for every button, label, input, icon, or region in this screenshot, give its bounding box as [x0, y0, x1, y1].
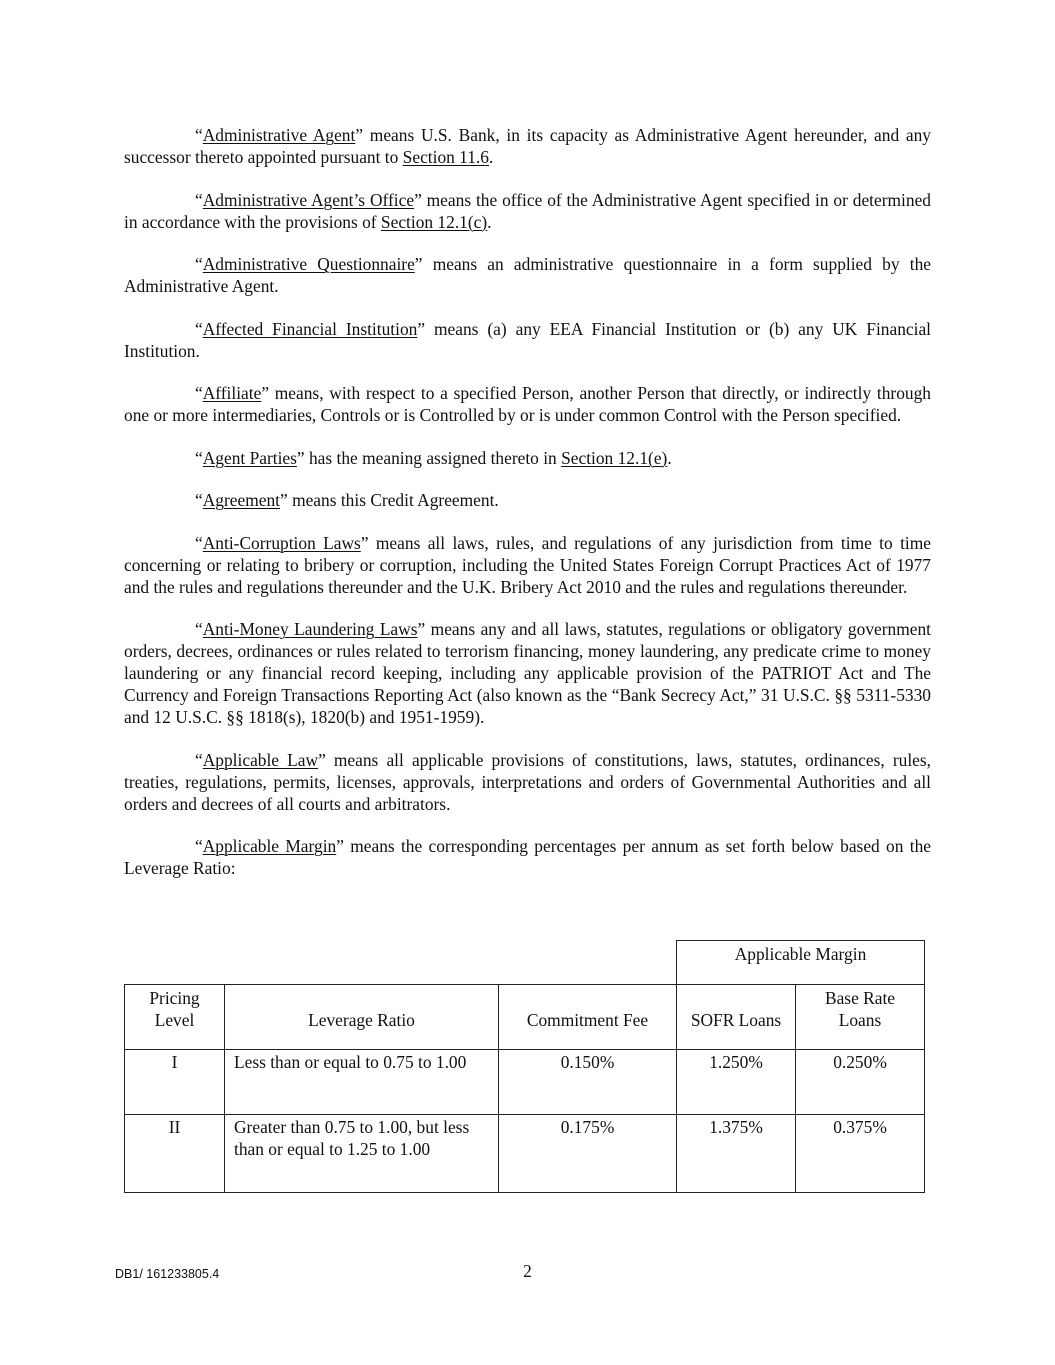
header-leverage-ratio: Leverage Ratio	[225, 985, 499, 1050]
header-commitment-fee: Commitment Fee	[499, 985, 677, 1050]
document-id: DB1/ 161233805.4	[115, 1267, 220, 1281]
cell-level: II	[125, 1115, 225, 1193]
cell-sofr: 1.250%	[677, 1050, 796, 1115]
defined-term: Anti-Money Laundering Laws	[202, 619, 418, 639]
definition-paragraph: “Affiliate” means, with respect to a specified Person, another Person that directly, or indirectly through one or more intermediaries, Controls or is Controlled by or is under common Control with the Person specified.	[124, 383, 931, 425]
defined-term: Applicable Law	[202, 749, 319, 770]
definition-paragraph: “Applicable Law” means all applicable provisions of constitutions, laws, statutes, ordinances, rules, treaties, regulations, permits, licenses, approvals, interpretations and orders of Governmental Authorities and all orders and decrees of all courts and arbitrators.	[124, 749, 932, 814]
definition-paragraph: “Agreement” means this Credit Agreement.	[195, 490, 499, 510]
cell-ratio: Less than or equal to 0.75 to 1.00	[225, 1050, 499, 1115]
table-row	[125, 1115, 925, 1193]
defined-term: Agent Parties	[202, 447, 297, 468]
section-reference: Section 11.6	[402, 147, 489, 167]
definition-paragraph: “Administrative Agent’s Office” means the office of the Administrative Agent specified in or determined in accordance with the provisions of Section 12.1(c).	[124, 189, 931, 232]
applicable-margin-group-header: Applicable Margin	[677, 941, 925, 985]
definitions-section	[124, 124, 931, 900]
cell-base: 0.250%	[796, 1050, 925, 1115]
defined-term: Applicable Margin	[202, 836, 337, 856]
defined-term: Agreement	[202, 490, 280, 510]
section-reference: Section 12.1(c)	[380, 211, 488, 232]
cell-base: 0.375%	[796, 1115, 925, 1193]
defined-term: Administrative Questionnaire	[202, 254, 415, 274]
definition-paragraph: “Applicable Margin” means the corresponding percentages per annum as set forth below based on the Leverage Ratio:	[124, 836, 931, 878]
cell-ratio: Greater than 0.75 to 1.00, but less than or equal to 1.25 to 1.00	[225, 1115, 499, 1193]
section-reference: Section 12.1(e)	[561, 447, 668, 468]
header-base-rate-loans: Base Rate Loans	[796, 985, 925, 1050]
header-sofr-loans: SOFR Loans	[677, 985, 796, 1050]
page-number: 2	[523, 1261, 532, 1281]
definition-paragraph: “Anti-Money Laundering Laws” means any and all laws, statutes, regulations or obligatory government orders, decrees, ordinances or rules related to terrorism financing, money laundering, any predicate crime to money laundering or any financial record keeping, including any applicable provision of the PATRIOT Act and The Currency and Foreign Transactions Reporting Act (also known as the “Bank Secrecy Act,” 31 U.S.C. §§ 5311-5330 and 12 U.S.C. §§ 1818(s), 1820(b) and 1951-1959).	[124, 619, 931, 727]
defined-term: Administrative Agent	[202, 125, 356, 145]
cell-fee: 0.150%	[499, 1050, 677, 1115]
table-row	[125, 1050, 925, 1115]
defined-term: Affected Financial Institution	[202, 318, 418, 339]
cell-sofr: 1.375%	[677, 1115, 796, 1193]
cell-level: I	[125, 1050, 225, 1115]
definition-paragraph: “Administrative Questionnaire” means an administrative questionnaire in a form supplied by the Administrative Agent.	[124, 254, 931, 296]
table-group-header-row	[125, 941, 925, 985]
defined-term: Administrative Agent’s Office	[202, 189, 415, 210]
definition-paragraph: “Administrative Agent” means U.S. Bank, in its capacity as Administrative Agent hereunder, and any successor thereto appointed pursuant to Section 11.6.	[124, 125, 931, 167]
definition-paragraph: “Affected Financial Institution” means (a) any EEA Financial Institution or (b) any UK Financial Institution.	[124, 318, 931, 361]
header-pricing-level: Pricing Level	[125, 985, 225, 1050]
defined-term: Affiliate	[202, 383, 262, 403]
table-header-row	[125, 985, 925, 1050]
defined-term: Anti-Corruption Laws	[202, 532, 361, 553]
applicable-margin-table	[124, 940, 925, 1193]
definition-paragraph: “Anti-Corruption Laws” means all laws, rules, and regulations of any jurisdiction from time to time concerning or relating to bribery or corruption, including the United States Foreign Corrupt Practices Act of 1977 and the rules and regulations thereunder and the U.K. Bribery Act 2010 and the rules and regulations thereunder.	[124, 532, 931, 597]
definition-paragraph: “Agent Parties” has the meaning assigned thereto in Section 12.1(e).	[195, 447, 672, 468]
cell-fee: 0.175%	[499, 1115, 677, 1193]
